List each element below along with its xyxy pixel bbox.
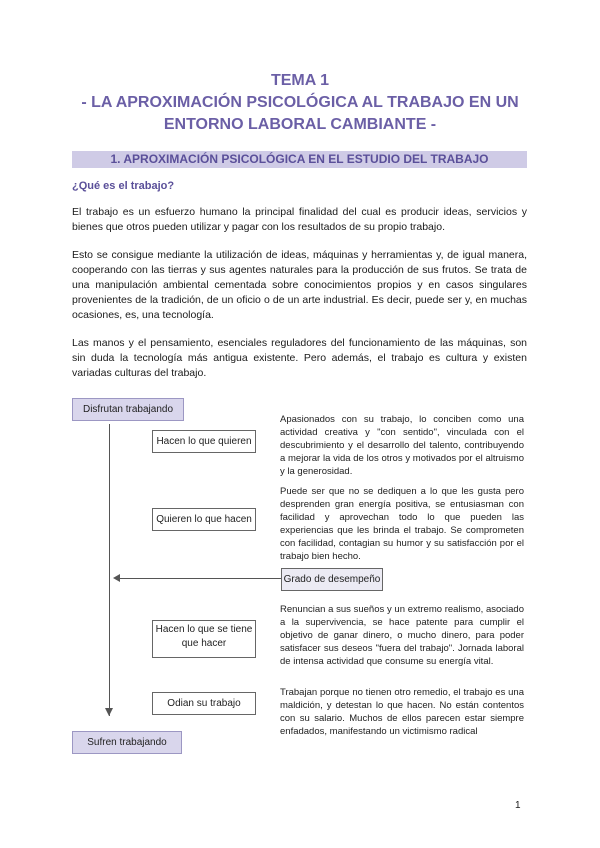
sufren-label: Sufren trabajando [72, 731, 182, 754]
title-line-2: ENTORNO LABORAL CAMBIANTE - [163, 116, 437, 133]
vertical-axis-line [109, 424, 110, 716]
question-heading: ¿Qué es el trabajo? [72, 180, 175, 192]
tema-label: TEMA 1 [270, 72, 330, 89]
box-odian-su-trabajo: Odian su trabajo [152, 692, 256, 715]
box-hacen-lo-que-se-tiene: Hacen lo que se tiene que hacer [152, 620, 256, 658]
box-quieren-lo-que-hacen: Quieren lo que hacen [152, 508, 256, 531]
down-arrow-icon [105, 708, 113, 716]
description-2: Puede ser que no se dediquen a lo que les gusta pero desprenden gran energía positiva, se entusiasman con facilidad y aprovechan todo lo que pueden las experiencias que les brinda el trabajo. Se comprometen con facilidad, contagian su humor y su satisfacción por el trabajo bien hecho. [280, 486, 524, 562]
paragraph-1: El trabajo es un esfuerzo humano la principal finalidad del cual es producir ideas, servicios y bienes que otros pueden utilizar y pagar con los resultados de su propio trabajo. [72, 206, 527, 233]
disfrutan-label: Disfrutan trabajando [72, 398, 184, 421]
title-line-1: - LA APROXIMACIÓN PSICOLÓGICA AL TRABAJO EN UN [81, 94, 519, 111]
description-4: Trabajan porque no tienen otro remedio, el trabajo es una maldición, y detestan lo que hacen. No están contentos con su salario. Muchos de ellos parecen estar siempre enfadados, manifestando un victimismo radical [280, 687, 524, 737]
section-heading: 1. APROXIMACIÓN PSICOLÓGICA EN EL ESTUDIO DEL TRABAJO [72, 151, 527, 168]
left-arrow-icon [113, 574, 120, 582]
paragraph-3: Las manos y el pensamiento, esenciales reguladores del funcionamiento de las máquinas, son sin duda la tecnología más antigua existente. Pero además, el trabajo es cultura y existen variadas culturas del trabajo. [72, 337, 527, 379]
paragraph-2: Esto se consigue mediante la utilización de ideas, máquinas y herramientas y, de igual manera, cooperando con las tierras y sus agentes naturales para la producción de sus frutos. Se trata de una manipulación ambiental cementada sobre conocimientos propios y en casos singulares provenientes de la tradición, de un oficio o de un arte industrial. Es decir, puede ser y, en muchas ocasiones, es, una tecnología. [72, 249, 527, 321]
description-1: Apasionados con su trabajo, lo conciben como una actividad creativa y "con sentido", vinculada con el descubrimiento y el desarrollo del talento, contribuyendo a mejorar la vida de los otros y motivados por el altruismo y la generosidad. [280, 414, 524, 477]
description-3: Renuncian a sus sueños y un extremo realismo, asociado a la supervivencia, se hace patente para cumplir el objetivo de ganar dinero, o mucho dinero, para poder satisfacer sus deseos "fuera del trabajo". Jornada laboral de intensa actividad que consume su energía vital. [280, 604, 524, 667]
box-hacen-lo-que-quieren: Hacen lo que quieren [152, 430, 256, 453]
page-number: 1 [515, 800, 521, 811]
document-title [60, 70, 540, 136]
grado-desempeno-label: Grado de desempeño [281, 568, 383, 591]
horizontal-axis-line [116, 578, 281, 579]
